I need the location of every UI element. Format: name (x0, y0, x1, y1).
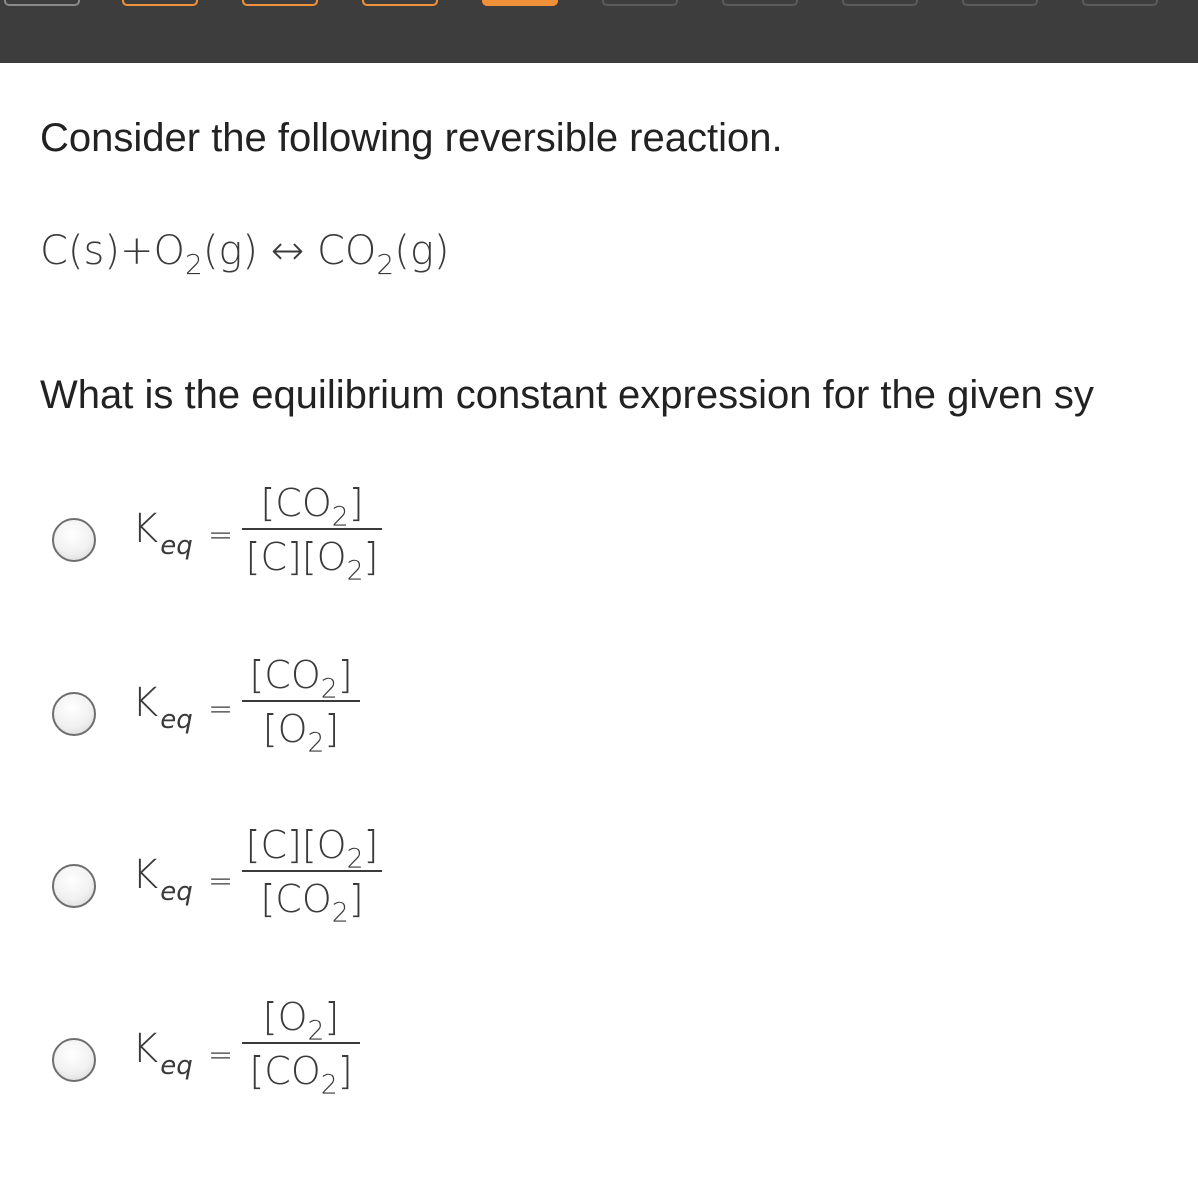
question-8-tab[interactable] (842, 0, 918, 6)
question-6-tab[interactable] (602, 0, 678, 6)
answer-choice-1[interactable] (52, 481, 552, 596)
reactant-state: (g) (202, 228, 259, 274)
radio-button[interactable] (52, 1038, 96, 1082)
answer-choice-4[interactable] (52, 995, 552, 1110)
keq-label: $K_{eq}$ (132, 852, 193, 907)
equals-sign: = (208, 518, 234, 553)
fraction (242, 653, 360, 759)
answer-choice-2[interactable] (52, 653, 552, 768)
subscript: 2 (184, 247, 203, 281)
equals-sign: = (208, 864, 234, 899)
question-9-tab[interactable] (962, 0, 1038, 6)
denominator: $[C][O_2]$ (245, 535, 379, 587)
numerator: $[CO_2]$ (260, 481, 364, 533)
question-1-tab[interactable] (4, 0, 80, 6)
question-7-tab[interactable] (722, 0, 798, 6)
numerator: $[CO_2]$ (249, 653, 353, 705)
denominator: $[CO_2]$ (249, 1049, 353, 1101)
prompt-text: Consider the following reversible reaction. (40, 116, 783, 160)
numerator: $[C][O_2]$ (245, 823, 379, 875)
question-10-tab[interactable] (1082, 0, 1158, 6)
keq-label: $K_{eq}$ (132, 680, 193, 735)
equals-sign: = (208, 1038, 234, 1073)
answer-choice-3[interactable] (52, 823, 552, 938)
subscript: 2 (376, 247, 395, 281)
question-navigation-bar (0, 0, 1198, 63)
reaction-equation (40, 228, 450, 281)
fraction (242, 995, 360, 1101)
keq-label: $K_{eq}$ (132, 506, 193, 561)
keq-label: $K_{eq}$ (132, 1026, 193, 1081)
numerator: $[O_2]$ (262, 995, 340, 1047)
question-3-tab[interactable] (242, 0, 318, 6)
reversible-arrow-icon: ↔ (270, 228, 305, 274)
denominator: $[O_2]$ (262, 707, 340, 759)
product: CO (316, 228, 377, 274)
reactants: C(s)+O (40, 228, 185, 274)
denominator: $[CO_2]$ (260, 877, 364, 929)
radio-button[interactable] (52, 518, 96, 562)
question-4-tab[interactable] (362, 0, 438, 6)
fraction-bar (242, 1042, 360, 1044)
question-2-tab[interactable] (122, 0, 198, 6)
equals-sign: = (208, 692, 234, 727)
fraction (242, 823, 382, 929)
question-text: What is the equilibrium constant expression for the given sy (40, 373, 1094, 417)
fraction-bar (242, 700, 360, 702)
fraction (242, 481, 382, 587)
radio-button[interactable] (52, 692, 96, 736)
radio-button[interactable] (52, 864, 96, 908)
fraction-bar (242, 528, 382, 530)
product-state: (g) (394, 228, 450, 274)
question-5-tab-current[interactable] (482, 0, 558, 6)
